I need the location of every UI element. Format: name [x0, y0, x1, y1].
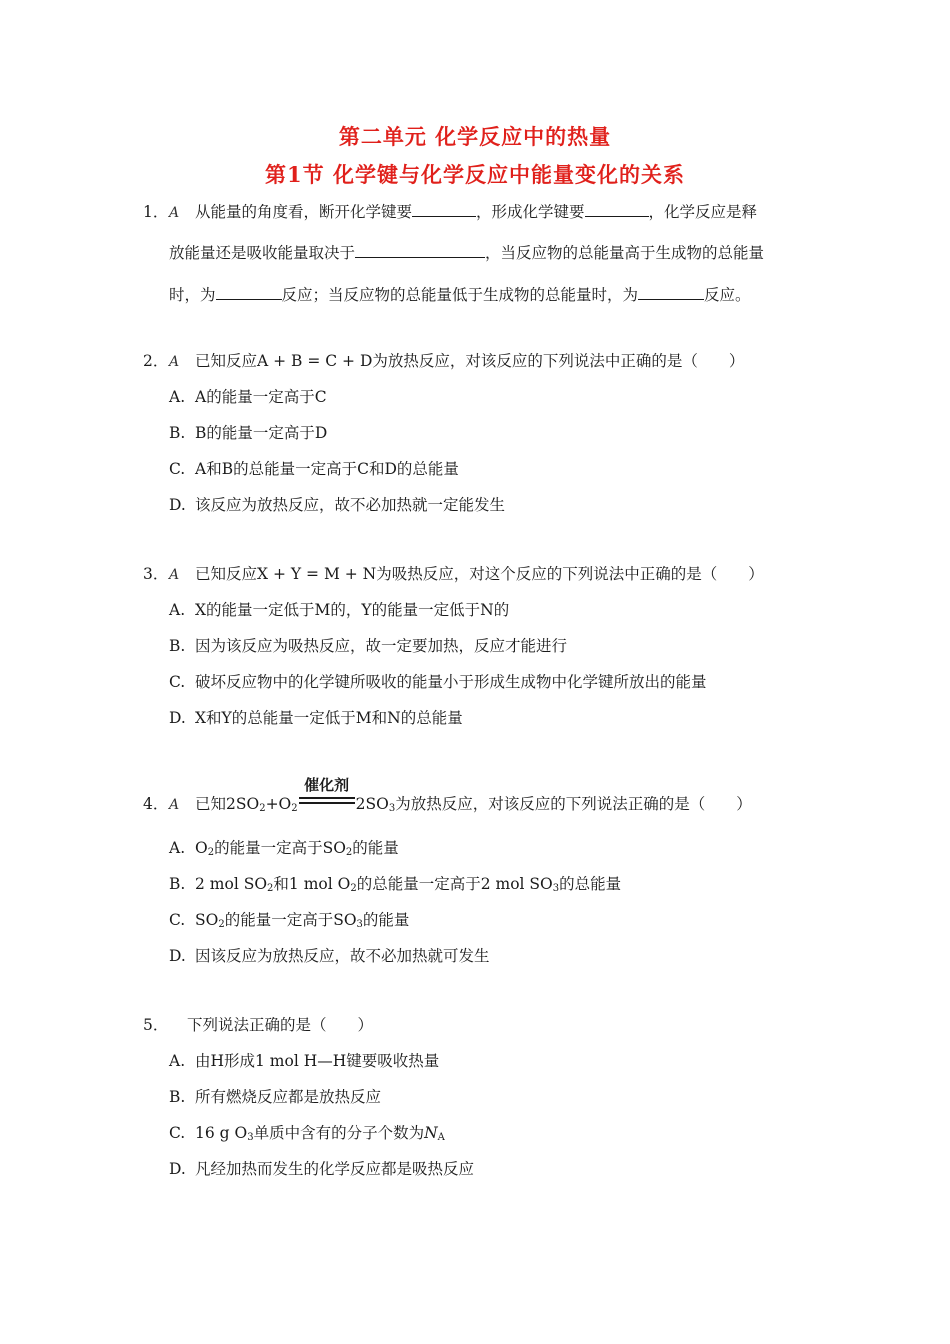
option-text: 该反应为放热反应，故不必加热就一定能发生	[195, 496, 506, 514]
option-letter: B.	[169, 424, 186, 442]
option-b[interactable]	[169, 1087, 381, 1107]
section-title: 第1节 化学键与化学反应中能量变化的关系	[265, 162, 685, 187]
question-number: 2．	[143, 352, 169, 370]
question-number: 4．	[143, 795, 169, 813]
option-text: 单质中含有的分子个数为	[253, 1124, 425, 1142]
question-1-line-2	[169, 241, 764, 263]
question-number: 1．	[143, 203, 169, 221]
question-text: 已知反应X + Y = M + N为吸热反应，对这个反应的下列说法中正确的是（ ）	[195, 565, 764, 583]
option-c[interactable]	[169, 1123, 445, 1143]
question-text: 已知反应A + B = C + D为放热反应，对该反应的下列说法中正确的是（ ）	[195, 352, 745, 370]
answer-blank[interactable]	[412, 200, 476, 217]
option-letter: C.	[169, 460, 186, 478]
question-2	[143, 351, 744, 372]
answer-blank[interactable]	[638, 283, 704, 300]
subscript: 3	[552, 883, 560, 894]
option-letter: D.	[169, 496, 186, 514]
question-5	[143, 1015, 373, 1035]
answer-blank[interactable]	[216, 283, 282, 300]
question-4	[143, 776, 752, 815]
option-b[interactable]	[169, 636, 567, 656]
option-text: 的能量	[362, 911, 410, 929]
option-letter: B.	[169, 1088, 186, 1106]
option-b[interactable]	[169, 874, 621, 894]
option-letter: A.	[169, 388, 186, 406]
option-text: 的能量	[352, 839, 399, 857]
question-text: ，形成化学键要	[476, 203, 585, 221]
question-text: 2SO	[355, 795, 389, 813]
answer-blank[interactable]	[585, 200, 649, 217]
option-letter: C.	[169, 1124, 186, 1142]
option-text: B的能量一定高于D	[195, 424, 328, 442]
subscript: 2	[350, 883, 357, 894]
option-text: 的总能量	[559, 875, 622, 893]
option-text: 因为该反应为吸热反应，故一定要加热，反应才能进行	[195, 637, 568, 655]
option-b[interactable]	[169, 423, 327, 443]
question-text: ，当反应物的总能量高于生成物的总能量	[485, 244, 765, 262]
option-text: 的能量一定高于SO	[214, 839, 346, 857]
catalyst-label: 催化剂	[304, 776, 350, 794]
option-a[interactable]	[169, 1051, 439, 1071]
unit-title: 第二单元 化学反应中的热量	[338, 124, 612, 149]
subscript: 2	[291, 803, 298, 814]
option-text: O	[195, 839, 208, 857]
question-text: +O	[265, 795, 292, 813]
option-text: 破坏反应物中的化学键所吸收的能量小于形成生成物中化学键所放出的能量	[195, 673, 707, 691]
option-text: 所有燃烧反应都是放热反应	[195, 1088, 382, 1106]
equilibrium-line-top	[299, 797, 355, 799]
difficulty-mark: A	[169, 205, 180, 221]
option-a[interactable]	[169, 600, 509, 620]
option-letter: D.	[169, 947, 186, 965]
question-text: 从能量的角度看，断开化学键要	[195, 203, 413, 221]
difficulty-mark: A	[169, 567, 180, 583]
subscript: 2	[259, 803, 266, 814]
option-text: 2 mol SO	[195, 875, 268, 893]
question-text: 时，为	[169, 286, 216, 304]
option-c[interactable]	[169, 459, 459, 479]
option-letter: D.	[169, 1160, 186, 1178]
question-text: 放能量还是吸收能量取决于	[169, 244, 356, 262]
option-text: A的能量一定高于C	[195, 388, 327, 406]
option-letter: B.	[169, 875, 186, 893]
subscript: 3	[247, 1132, 254, 1143]
question-3	[143, 564, 764, 585]
difficulty-mark: A	[169, 354, 180, 370]
option-text: 和1 mol O	[273, 875, 351, 893]
question-text: 反应；当反应物的总能量低于生成物的总能量时，为	[281, 286, 639, 304]
option-letter: D.	[169, 709, 186, 727]
option-text: 由H形成1 mol H—H键要吸收热量	[195, 1052, 440, 1070]
question-number: 3．	[143, 565, 169, 583]
option-letter: A.	[169, 601, 186, 619]
option-letter: A.	[169, 1052, 186, 1070]
option-d[interactable]	[169, 946, 490, 966]
subscript: 3	[356, 919, 363, 930]
question-text: 反应。	[704, 286, 751, 304]
subscript: 2	[207, 847, 215, 858]
option-text: A和B的总能量一定高于C和D的总能量	[195, 460, 459, 478]
question-text: ，化学反应是释	[648, 203, 758, 221]
equilibrium-line-bottom	[299, 802, 355, 804]
subscript: 2	[267, 883, 274, 894]
question-1-line-3	[169, 283, 751, 305]
option-a[interactable]	[169, 387, 327, 407]
option-text: 的总能量一定高于2 mol SO	[356, 875, 553, 893]
question-text: 下列说法正确的是（ ）	[187, 1016, 374, 1034]
avogadro-symbol: N	[424, 1124, 438, 1142]
option-d[interactable]	[169, 1159, 474, 1179]
option-text: 的能量一定高于SO	[224, 911, 357, 929]
option-letter: C.	[169, 911, 186, 929]
option-text: 16 g O	[195, 1124, 248, 1142]
option-letter: A.	[169, 839, 186, 857]
option-letter: C.	[169, 673, 186, 691]
subscript: 3	[388, 803, 396, 814]
option-letter: B.	[169, 637, 186, 655]
option-d[interactable]	[169, 708, 463, 728]
subscript: A	[437, 1132, 445, 1143]
subscript: 2	[218, 919, 225, 930]
question-number: 5．	[143, 1016, 169, 1034]
option-text: SO	[195, 911, 219, 929]
subscript: 2	[345, 847, 353, 858]
question-1	[143, 200, 757, 223]
option-c[interactable]	[169, 910, 409, 930]
option-text: X和Y的总能量一定低于M和N的总能量	[195, 709, 463, 727]
option-a[interactable]	[169, 838, 399, 858]
option-c[interactable]	[169, 672, 707, 692]
option-text: X的能量一定低于M的，Y的能量一定低于N的	[195, 601, 510, 619]
difficulty-mark: A	[169, 797, 180, 813]
catalyst-arrow	[299, 776, 355, 809]
question-text: 已知2SO	[195, 795, 260, 813]
answer-blank[interactable]	[355, 241, 485, 258]
option-text: 因该反应为放热反应，故不必加热就可发生	[195, 947, 490, 965]
question-text: 为放热反应，对该反应的下列说法正确的是（ ）	[395, 795, 752, 813]
option-text: 凡经加热而发生的化学反应都是吸热反应	[195, 1160, 475, 1178]
option-d[interactable]	[169, 495, 505, 515]
